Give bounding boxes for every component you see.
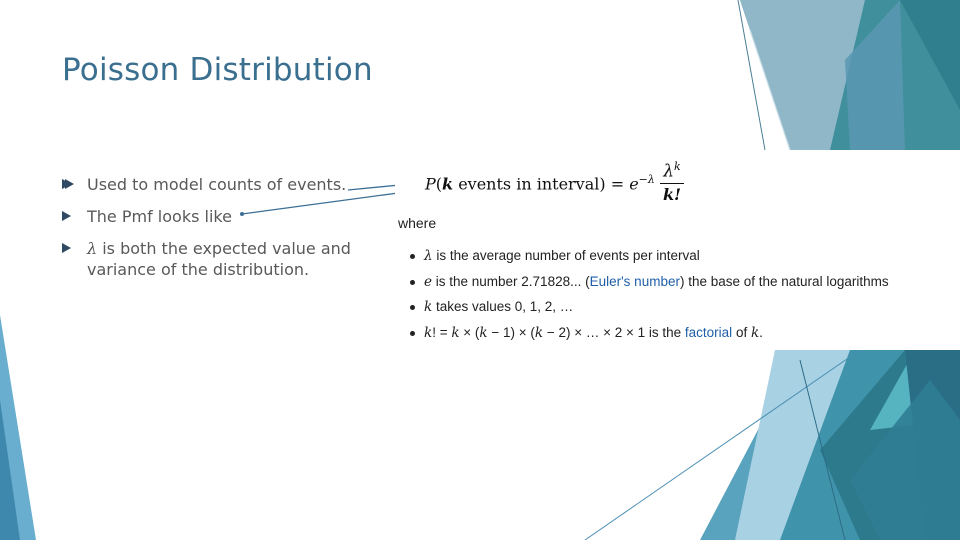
bullet-item (62, 238, 372, 280)
bullet-list (62, 174, 372, 291)
def-text: − 2) × … × 2 × 1 is the (543, 324, 685, 340)
def-text: of (732, 324, 751, 340)
formula-exp-base: e (629, 174, 639, 194)
def-symbol: k (451, 324, 460, 341)
definition-item (410, 246, 889, 272)
formula-denominator: k! (662, 184, 682, 204)
def-symbol: k (750, 324, 760, 341)
where-label: where (398, 215, 437, 231)
def-text: is the average number of events per interval (432, 248, 700, 263)
def-text: ) the base of the natural logarithms (679, 273, 889, 289)
def-text: − 1) × ( (487, 324, 535, 340)
formula-function: P (425, 174, 436, 194)
formula-lhs: P(k events in interval) = $e^{-\lambda}$ (425, 173, 655, 194)
def-symbol: k (534, 324, 544, 341)
slide-title: Poisson Distribution (62, 52, 373, 88)
def-text: takes values 0, 1, 2, … (432, 299, 574, 314)
definition-item (410, 272, 889, 298)
bullet-text: is both the expected value and variance of the distribution. (87, 239, 351, 279)
definitions-list (410, 246, 889, 348)
def-text: . (759, 324, 763, 340)
formula-fraction (660, 160, 684, 204)
bullet-item (62, 174, 372, 195)
def-symbol: k (424, 299, 433, 315)
def-symbol: k (424, 324, 433, 341)
definition-item (410, 323, 889, 349)
fraction-bar (660, 183, 684, 184)
formula-lhs-text: events in interval) = (453, 174, 630, 194)
bullet-text: The Pmf looks like (87, 207, 232, 226)
formula-k: k (442, 174, 454, 194)
lambda-symbol: λ (87, 239, 98, 258)
def-symbol: λ (424, 248, 433, 264)
formula-exp-power: −λ (638, 173, 655, 186)
factorial-link[interactable]: factorial (684, 324, 733, 340)
bullet-text: Used to model counts of events. (87, 175, 347, 194)
eulers-number-link[interactable]: Euler's number (589, 273, 680, 289)
numerator-power: k (674, 160, 681, 173)
def-symbol: k (479, 324, 488, 341)
def-symbol: e (424, 273, 432, 290)
triangle-bullet-icon (62, 243, 71, 253)
triangle-bullet-icon (62, 179, 71, 189)
def-text: is the number 2.71828... ( (432, 273, 590, 289)
numerator-symbol: λ (663, 161, 675, 182)
definition-item (410, 297, 889, 323)
formula-numerator (660, 160, 684, 182)
triangle-bullet-icon (62, 211, 71, 221)
def-text: ! = (432, 324, 452, 340)
def-text: × ( (459, 324, 480, 340)
bullet-item (62, 206, 372, 227)
